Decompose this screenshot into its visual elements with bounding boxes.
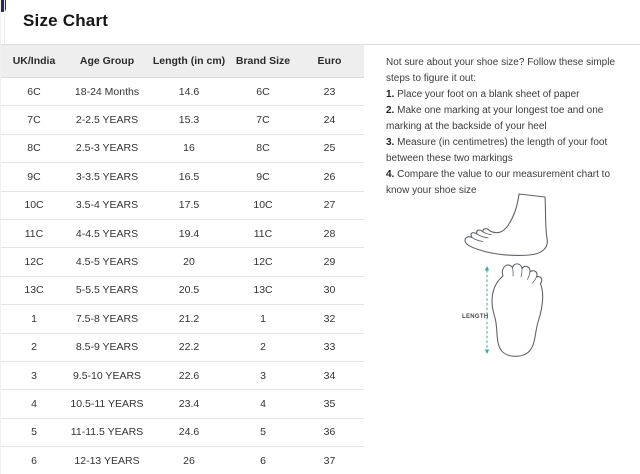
table-row: [1, 276, 364, 304]
table-cell: 7.5-8 YEARS: [67, 305, 147, 333]
table-cell: 14.6: [147, 78, 231, 106]
table-row: [1, 191, 364, 219]
step-number: 1.: [386, 89, 395, 100]
table-cell: 16.5: [147, 163, 231, 191]
table-row: [1, 78, 364, 106]
table-cell: 1: [231, 305, 295, 333]
table-cell: 37: [295, 447, 364, 474]
table-cell: 20.5: [147, 276, 231, 304]
table-cell: 23: [295, 78, 364, 106]
table-cell: 2: [231, 333, 295, 361]
table-cell: 23.4: [147, 390, 231, 418]
length-measure-line: [485, 266, 489, 354]
table-cell: 9C: [231, 163, 295, 191]
table-cell: 27: [295, 191, 364, 219]
instructions-intro: Not sure about your shoe size? Follow these simple steps to figure it out:: [386, 57, 616, 84]
table-row: [1, 418, 364, 446]
page-title: Size Chart: [23, 11, 109, 30]
table-row: [1, 134, 364, 162]
table-cell: 10.5-11 YEARS: [67, 390, 147, 418]
table-cell: 8C: [1, 134, 67, 162]
instruction-steps: [386, 87, 627, 199]
table-row: [1, 361, 364, 389]
table-cell: 12-13 YEARS: [67, 447, 147, 474]
length-label: LENGTH: [462, 314, 489, 320]
table-cell: 35: [295, 390, 364, 418]
table-row: [1, 305, 364, 333]
table-cell: 18-24 Months: [67, 78, 147, 106]
table-row: [1, 219, 364, 247]
table-cell: 21.2: [147, 305, 231, 333]
foot-sole-view-icon: [492, 264, 543, 356]
table-cell: 17.5: [147, 191, 231, 219]
header-row: [1, 45, 364, 78]
table-cell: 7C: [1, 106, 67, 134]
step-number: 2.: [386, 105, 395, 116]
table-cell: 4-4.5 YEARS: [67, 219, 147, 247]
table-cell: 24.6: [147, 418, 231, 446]
table-cell: 10C: [231, 191, 295, 219]
table-cell: 28: [295, 219, 364, 247]
table-cell: 26: [295, 163, 364, 191]
col-header-uk-india: UK/India: [1, 45, 67, 78]
table-cell: 5: [231, 418, 295, 446]
table-row: [1, 333, 364, 361]
table-row: [1, 248, 364, 276]
table-cell: 4: [231, 390, 295, 418]
table-cell: 10C: [1, 191, 67, 219]
col-header-brand-size: Brand Size: [231, 45, 295, 78]
table-cell: 2-2.5 YEARS: [67, 106, 147, 134]
table-cell: 9C: [1, 163, 67, 191]
table-cell: 6C: [231, 78, 295, 106]
table-cell: 3: [231, 361, 295, 389]
col-header-age-group: Age Group: [67, 45, 147, 78]
table-cell: 6C: [1, 78, 67, 106]
table-cell: 13C: [231, 276, 295, 304]
table-cell: 1: [1, 305, 67, 333]
table-row: [1, 390, 364, 418]
table-cell: 36: [295, 418, 364, 446]
foot-side-view-icon: [465, 194, 547, 255]
instruction-step: 2. Make one marking at your longest toe and one marking at the backside of your heel: [386, 105, 604, 132]
foot-diagram: [441, 188, 571, 360]
table-cell: 20: [147, 248, 231, 276]
table-cell: 34: [295, 361, 364, 389]
table-cell: 11C: [1, 219, 67, 247]
table-row: [1, 106, 364, 134]
table-cell: 22.2: [147, 333, 231, 361]
table-cell: 9.5-10 YEARS: [67, 361, 147, 389]
table-cell: 15.3: [147, 106, 231, 134]
step-number: 3.: [386, 137, 395, 148]
table-cell: 25: [295, 134, 364, 162]
table-cell: 8.5-9 YEARS: [67, 333, 147, 361]
size-table-header: [1, 45, 364, 78]
table-cell: 12C: [231, 248, 295, 276]
col-header-length-cm: Length (in cm): [147, 45, 231, 78]
table-cell: 16: [147, 134, 231, 162]
instruction-step: 1. Place your foot on a blank sheet of paper: [386, 89, 580, 100]
table-cell: 22.6: [147, 361, 231, 389]
table-row: [1, 163, 364, 191]
table-cell: 24: [295, 106, 364, 134]
table-cell: 2.5-3 YEARS: [67, 134, 147, 162]
step-number: 4.: [386, 169, 395, 180]
table-cell: 7C: [231, 106, 295, 134]
table-cell: 11C: [231, 219, 295, 247]
table-cell: 3: [1, 361, 67, 389]
col-header-euro: Euro: [295, 45, 364, 78]
table-cell: 13C: [1, 276, 67, 304]
sizing-instructions: [386, 55, 627, 199]
table-cell: 11-11.5 YEARS: [67, 418, 147, 446]
table-cell: 4.5-5 YEARS: [67, 248, 147, 276]
table-cell: 8C: [231, 134, 295, 162]
table-cell: 5: [1, 418, 67, 446]
table-cell: 3.5-4 YEARS: [67, 191, 147, 219]
table-cell: 32: [295, 305, 364, 333]
size-table-container: [1, 45, 364, 474]
instruction-step: 3. Measure (in centimetres) the length of your foot between these two markings: [386, 137, 608, 164]
table-cell: 6: [1, 447, 67, 474]
table-cell: 26: [147, 447, 231, 474]
table-cell: 2: [1, 333, 67, 361]
table-row: [1, 447, 364, 474]
table-cell: 33: [295, 333, 364, 361]
size-table: [1, 45, 364, 474]
size-table-body: [1, 78, 364, 474]
table-cell: 30: [295, 276, 364, 304]
table-cell: 5-5.5 YEARS: [67, 276, 147, 304]
table-cell: 12C: [1, 248, 67, 276]
instruction-step: 4. Compare the value to our measurement chart to know your shoe size: [386, 169, 611, 196]
table-cell: 3-3.5 YEARS: [67, 163, 147, 191]
table-cell: 19.4: [147, 219, 231, 247]
table-cell: 6: [231, 447, 295, 474]
table-cell: 29: [295, 248, 364, 276]
table-cell: 4: [1, 390, 67, 418]
